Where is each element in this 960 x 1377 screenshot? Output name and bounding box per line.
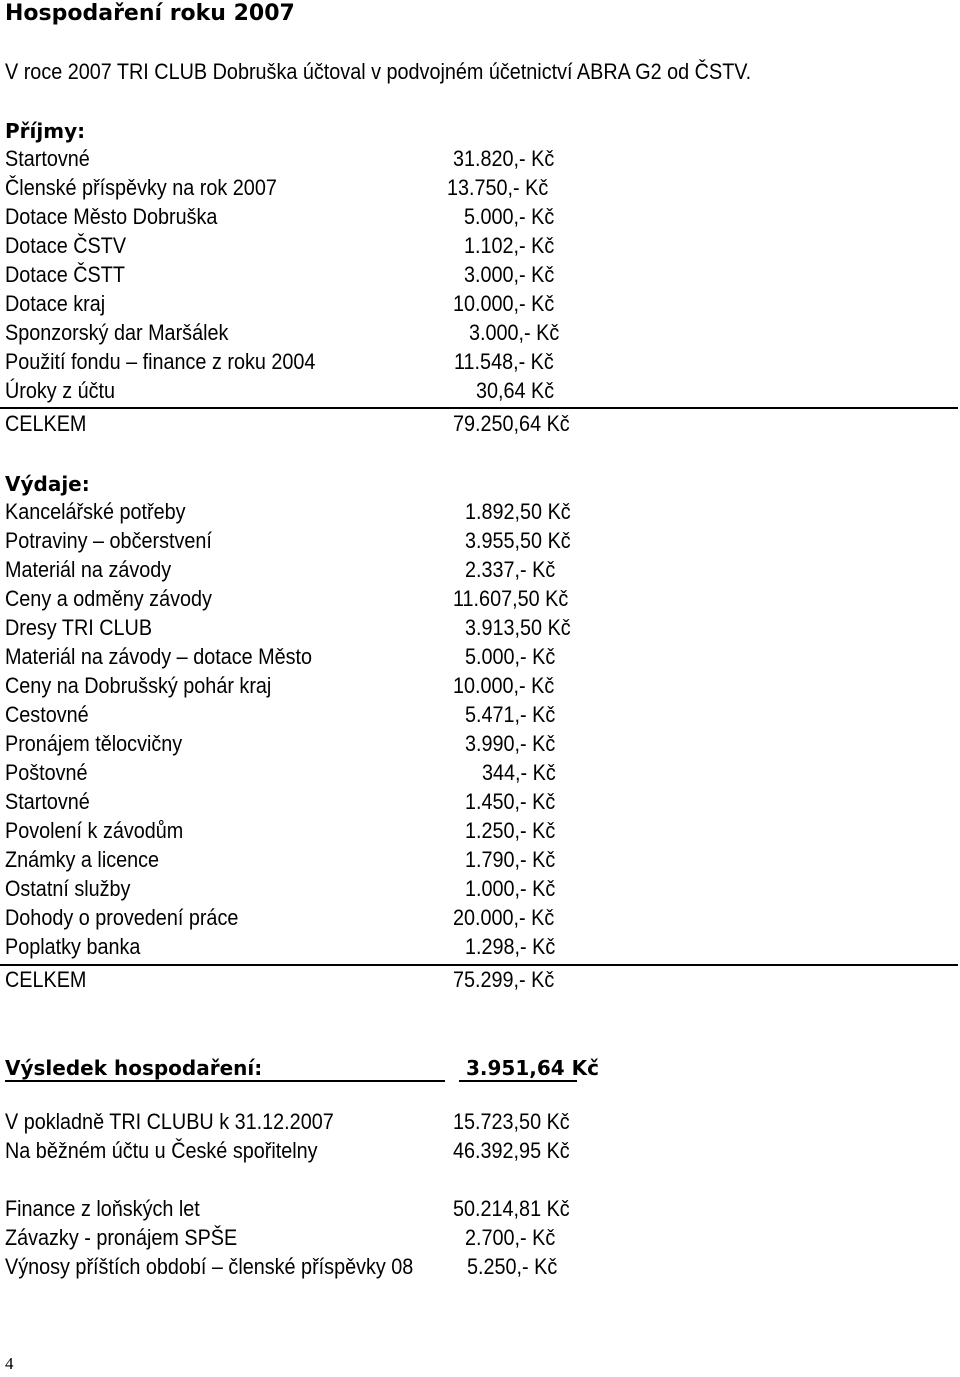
row-value: 1.892,50 Kč	[465, 499, 571, 524]
row-value: 13.750,- Kč	[447, 175, 549, 200]
row-label: Povolení k závodům	[5, 818, 184, 843]
row-value: 2.700,- Kč	[465, 1225, 556, 1250]
row-label: Úroky z účtu	[5, 378, 116, 403]
row-label: V pokladně TRI CLUBU k 31.12.2007	[5, 1109, 334, 1134]
row-value: 5.250,- Kč	[467, 1254, 558, 1279]
row-value: 3.913,50 Kč	[465, 615, 571, 640]
row-value: 1.102,- Kč	[464, 233, 555, 258]
row-value: 1.790,- Kč	[465, 847, 556, 872]
income-total-value: 79.250,64 Kč	[453, 411, 570, 436]
intro-text: V roce 2007 TRI CLUB Dobruška účtoval v podvojném účetnictví ABRA G2 od ČSTV.	[5, 59, 752, 84]
row-value: 2.337,- Kč	[465, 557, 556, 582]
row-label: Na běžném účtu u České spořitelny	[5, 1138, 318, 1163]
row-label: Startovné	[5, 789, 90, 814]
row-value: 20.000,- Kč	[453, 905, 555, 930]
income-total-rule	[0, 407, 958, 409]
row-label: Materiál na závody – dotace Město	[5, 644, 313, 669]
row-label: Dotace ČSTT	[5, 262, 125, 287]
income-heading: Příjmy:	[5, 119, 86, 143]
row-label: Materiál na závody	[5, 557, 172, 582]
document-title: Hospodaření roku 2007	[5, 1, 295, 26]
row-label: Startovné	[5, 146, 90, 171]
row-label: Závazky - pronájem SPŠE	[5, 1225, 238, 1250]
result-label: Výsledek hospodaření:	[5, 1056, 263, 1080]
row-value: 46.392,95 Kč	[453, 1138, 570, 1163]
result-label-underline	[5, 1080, 445, 1082]
row-label: Použití fondu – finance z roku 2004	[5, 349, 316, 374]
row-value: 3.990,- Kč	[465, 731, 556, 756]
row-label: Známky a licence	[5, 847, 160, 872]
row-value: 1.000,- Kč	[465, 876, 556, 901]
row-value: 3.955,50 Kč	[465, 528, 571, 553]
row-value: 3.000,- Kč	[469, 320, 560, 345]
row-value: 30,64 Kč	[476, 378, 555, 403]
row-label: Kancelářské potřeby	[5, 499, 186, 524]
row-value: 15.723,50 Kč	[453, 1109, 570, 1134]
expenses-heading: Výdaje:	[5, 472, 90, 496]
row-value: 1.298,- Kč	[465, 934, 556, 959]
row-value: 10.000,- Kč	[453, 673, 555, 698]
row-label: Ostatní služby	[5, 876, 131, 901]
row-label: Finance z loňských let	[5, 1196, 200, 1221]
row-value: 3.000,- Kč	[464, 262, 555, 287]
row-label: Cestovné	[5, 702, 89, 727]
row-label: Dotace kraj	[5, 291, 106, 316]
row-label: Ceny na Dobrušský pohár kraj	[5, 673, 272, 698]
result-value-underline	[459, 1080, 577, 1082]
result-value: 3.951,64 Kč	[466, 1056, 600, 1080]
expenses-total-value: 75.299,- Kč	[453, 967, 555, 992]
row-value: 5.000,- Kč	[465, 644, 556, 669]
row-value: 50.214,81 Kč	[453, 1196, 570, 1221]
row-value: 1.450,- Kč	[465, 789, 556, 814]
row-value: 31.820,- Kč	[453, 146, 555, 171]
row-label: Sponzorský dar Maršálek	[5, 320, 229, 345]
row-label: Poštovné	[5, 760, 88, 785]
row-value: 11.607,50 Kč	[453, 586, 569, 611]
row-label: Potraviny – občerstvení	[5, 528, 212, 553]
row-label: Výnosy příštích období – členské příspěvky 08	[5, 1254, 414, 1279]
row-label: Dotace Město Dobruška	[5, 204, 218, 229]
row-label: Pronájem tělocvičny	[5, 731, 183, 756]
page-number: 4	[5, 1354, 14, 1373]
row-label: Ceny a odměny závody	[5, 586, 212, 611]
row-value: 5.471,- Kč	[465, 702, 556, 727]
row-label: Poplatky banka	[5, 934, 141, 959]
income-total-label: CELKEM	[5, 411, 87, 436]
row-label: Dohody o provedení práce	[5, 905, 239, 930]
row-value: 10.000,- Kč	[453, 291, 555, 316]
row-label: Dresy TRI CLUB	[5, 615, 153, 640]
row-value: 11.548,- Kč	[454, 349, 554, 374]
expenses-total-label: CELKEM	[5, 967, 87, 992]
row-label: Členské příspěvky na rok 2007	[5, 175, 277, 200]
row-value: 344,- Kč	[482, 760, 556, 785]
row-value: 1.250,- Kč	[465, 818, 556, 843]
row-value: 5.000,- Kč	[464, 204, 555, 229]
row-label: Dotace ČSTV	[5, 233, 127, 258]
